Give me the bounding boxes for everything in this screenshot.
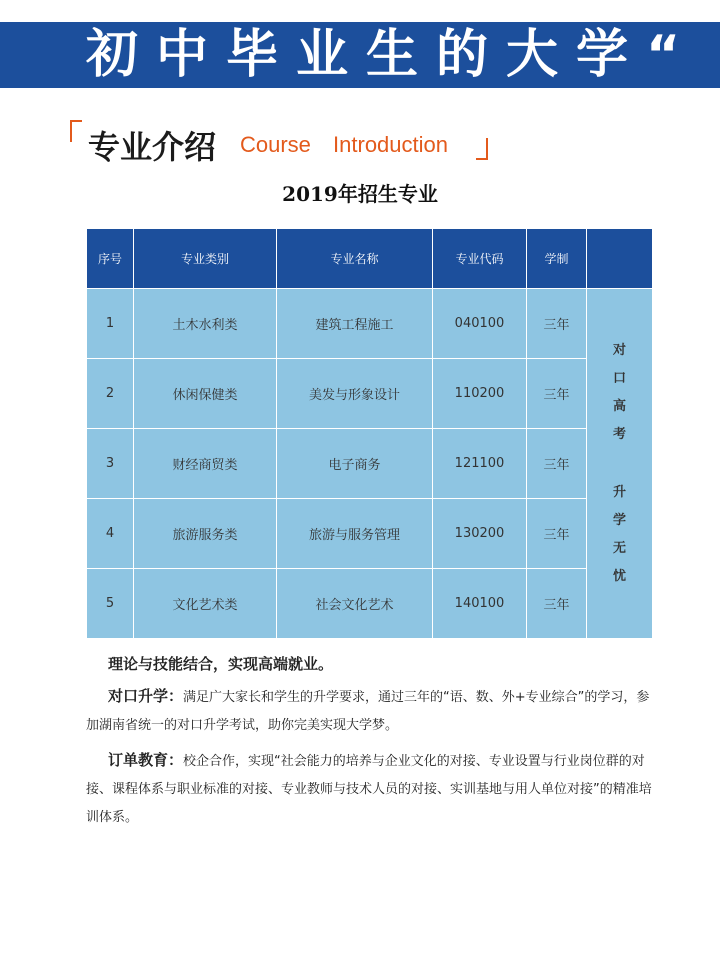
side-gap (588, 449, 651, 479)
cell-code: 140100 (433, 569, 527, 639)
cell-category: 文化艺术类 (134, 569, 277, 639)
table-header-row (87, 229, 653, 289)
side-char: 口 (612, 370, 626, 386)
cell-duration: 三年 (527, 499, 587, 569)
cell-category: 旅游服务类 (134, 499, 277, 569)
header-no: 序号 (87, 229, 134, 289)
header-blank (587, 229, 653, 289)
side-char: 升 (612, 484, 626, 500)
table-row (87, 569, 653, 639)
header-name: 专业名称 (277, 229, 433, 289)
table-row (87, 359, 653, 429)
intro-text (86, 650, 656, 838)
side-char: 学 (612, 512, 626, 528)
cell-no: 4 (87, 499, 134, 569)
section-title-en: Course Introduction (240, 132, 448, 157)
cell-category: 财经商贸类 (134, 429, 277, 499)
cell-code: 110200 (433, 359, 527, 429)
section-heading (70, 112, 510, 168)
paragraph-1-label: 对口升学： (108, 687, 184, 705)
header-code: 专业代码 (433, 229, 527, 289)
intro-paragraph-1 (86, 682, 656, 740)
side-char: 忧 (612, 568, 626, 584)
cell-no: 2 (87, 359, 134, 429)
cell-name: 美发与形象设计 (277, 359, 433, 429)
side-slogan-cell (587, 289, 653, 639)
cell-duration: 三年 (527, 429, 587, 499)
paragraph-2-text: 校企合作，实现“社会能力的培养与企业文化的对接、专业设置与行业岗位群的对接、课程体系与职业标准的对接、专业教师与技术人员的对接、实训基地与用人单位对接”的精准培训体系。 (86, 754, 652, 825)
cell-duration: 三年 (527, 359, 587, 429)
cell-name: 电子商务 (277, 429, 433, 499)
cell-category: 土木水利类 (134, 289, 277, 359)
cell-category: 休闲保健类 (134, 359, 277, 429)
paragraph-2-label: 订单教育： (108, 751, 184, 769)
table-row (87, 429, 653, 499)
intro-paragraph-2 (86, 746, 656, 832)
side-char: 无 (612, 540, 626, 556)
bracket-close-decoration (476, 138, 488, 160)
cell-duration: 三年 (527, 289, 587, 359)
table-title: 2019年招生专业 (282, 182, 438, 206)
banner-title: 初中毕业生的大学“ (0, 22, 720, 88)
cell-name: 建筑工程施工 (277, 289, 433, 359)
cell-duration: 三年 (527, 569, 587, 639)
side-char: 考 (612, 426, 626, 442)
side-char: 对 (612, 342, 626, 358)
paragraph-1-text: 满足广大家长和学生的升学要求，通过三年的“语、数、外+专业综合”的学习，参加湖南省统一的对口升学考试，助你完美实现大学梦。 (86, 690, 650, 733)
cell-name: 社会文化艺术 (277, 569, 433, 639)
header-duration: 学制 (527, 229, 587, 289)
side-char: 高 (612, 398, 626, 414)
table-row (87, 289, 653, 359)
cell-code: 040100 (433, 289, 527, 359)
cell-no: 5 (87, 569, 134, 639)
cell-code: 121100 (433, 429, 527, 499)
table-row (87, 499, 653, 569)
cell-code: 130200 (433, 499, 527, 569)
majors-table (86, 228, 653, 639)
header-category: 专业类别 (134, 229, 277, 289)
intro-slogan: 理论与技能结合，实现高端就业。 (108, 655, 334, 673)
bracket-open-decoration (70, 120, 82, 142)
section-title-cn: 专业介绍 (88, 128, 217, 166)
cell-name: 旅游与服务管理 (277, 499, 433, 569)
cell-no: 3 (87, 429, 134, 499)
cell-no: 1 (87, 289, 134, 359)
